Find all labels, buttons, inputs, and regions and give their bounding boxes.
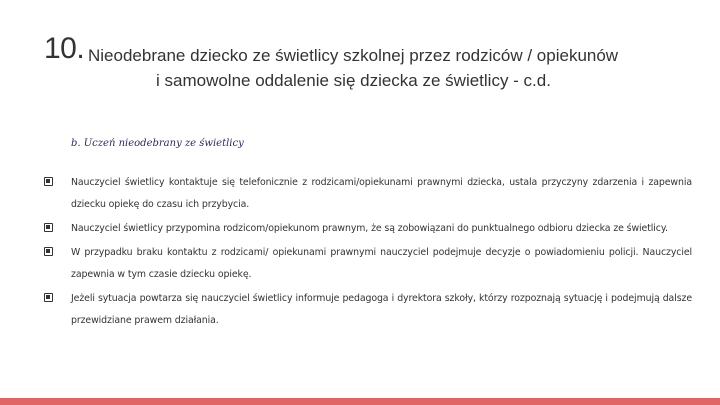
list-item — [44, 242, 692, 286]
bullet-text: Nauczyciel świetlicy kontaktuje się telefonicznie z rodzicami/opiekunami prawnymi dziecka, ustala przyczyny zdarzenia i zapewnia dziecku opiekę do czasu ich przybycia. — [71, 177, 692, 210]
section-subheading: b. Uczeń nieodebrany ze świetlicy — [71, 138, 244, 149]
bullet-text: Jeżeli sytuacja powtarza się nauczyciel świetlicy informuje pedagoga i dyrektora szkoły, którzy rozpoznają sytuację i podejmują dalsze przewidziane prawem działania. — [71, 293, 692, 326]
bullet-list — [44, 172, 692, 332]
square-bullet-icon — [44, 223, 53, 232]
list-item — [44, 288, 692, 332]
bullet-text: Nauczyciel świetlicy przypomina rodzicom/opiekunom prawnym, że są zobowiązani do punktualnego odbioru dziecka ze świetlicy. — [71, 223, 668, 234]
title-line-1: Nieodebrane dziecko ze świetlicy szkolnej przez rodziców / opiekunów — [88, 46, 619, 65]
slide-number: 10. — [44, 32, 85, 65]
square-bullet-icon — [44, 293, 53, 302]
square-bullet-icon — [44, 247, 53, 256]
list-item — [44, 218, 692, 240]
list-item — [44, 172, 692, 216]
title-line-2: i samowolne oddalenie się dziecka ze świetlicy - c.d. — [156, 71, 551, 90]
bullet-text: W przypadku braku kontaktu z rodzicami/ opiekunami prawnymi nauczyciel podejmuje decyzje o powiadomieniu policji. Nauczyciel zapewnia w tym czasie dziecku opiekę. — [71, 247, 692, 280]
square-bullet-icon — [44, 177, 53, 186]
bottom-accent-bar — [0, 398, 720, 405]
